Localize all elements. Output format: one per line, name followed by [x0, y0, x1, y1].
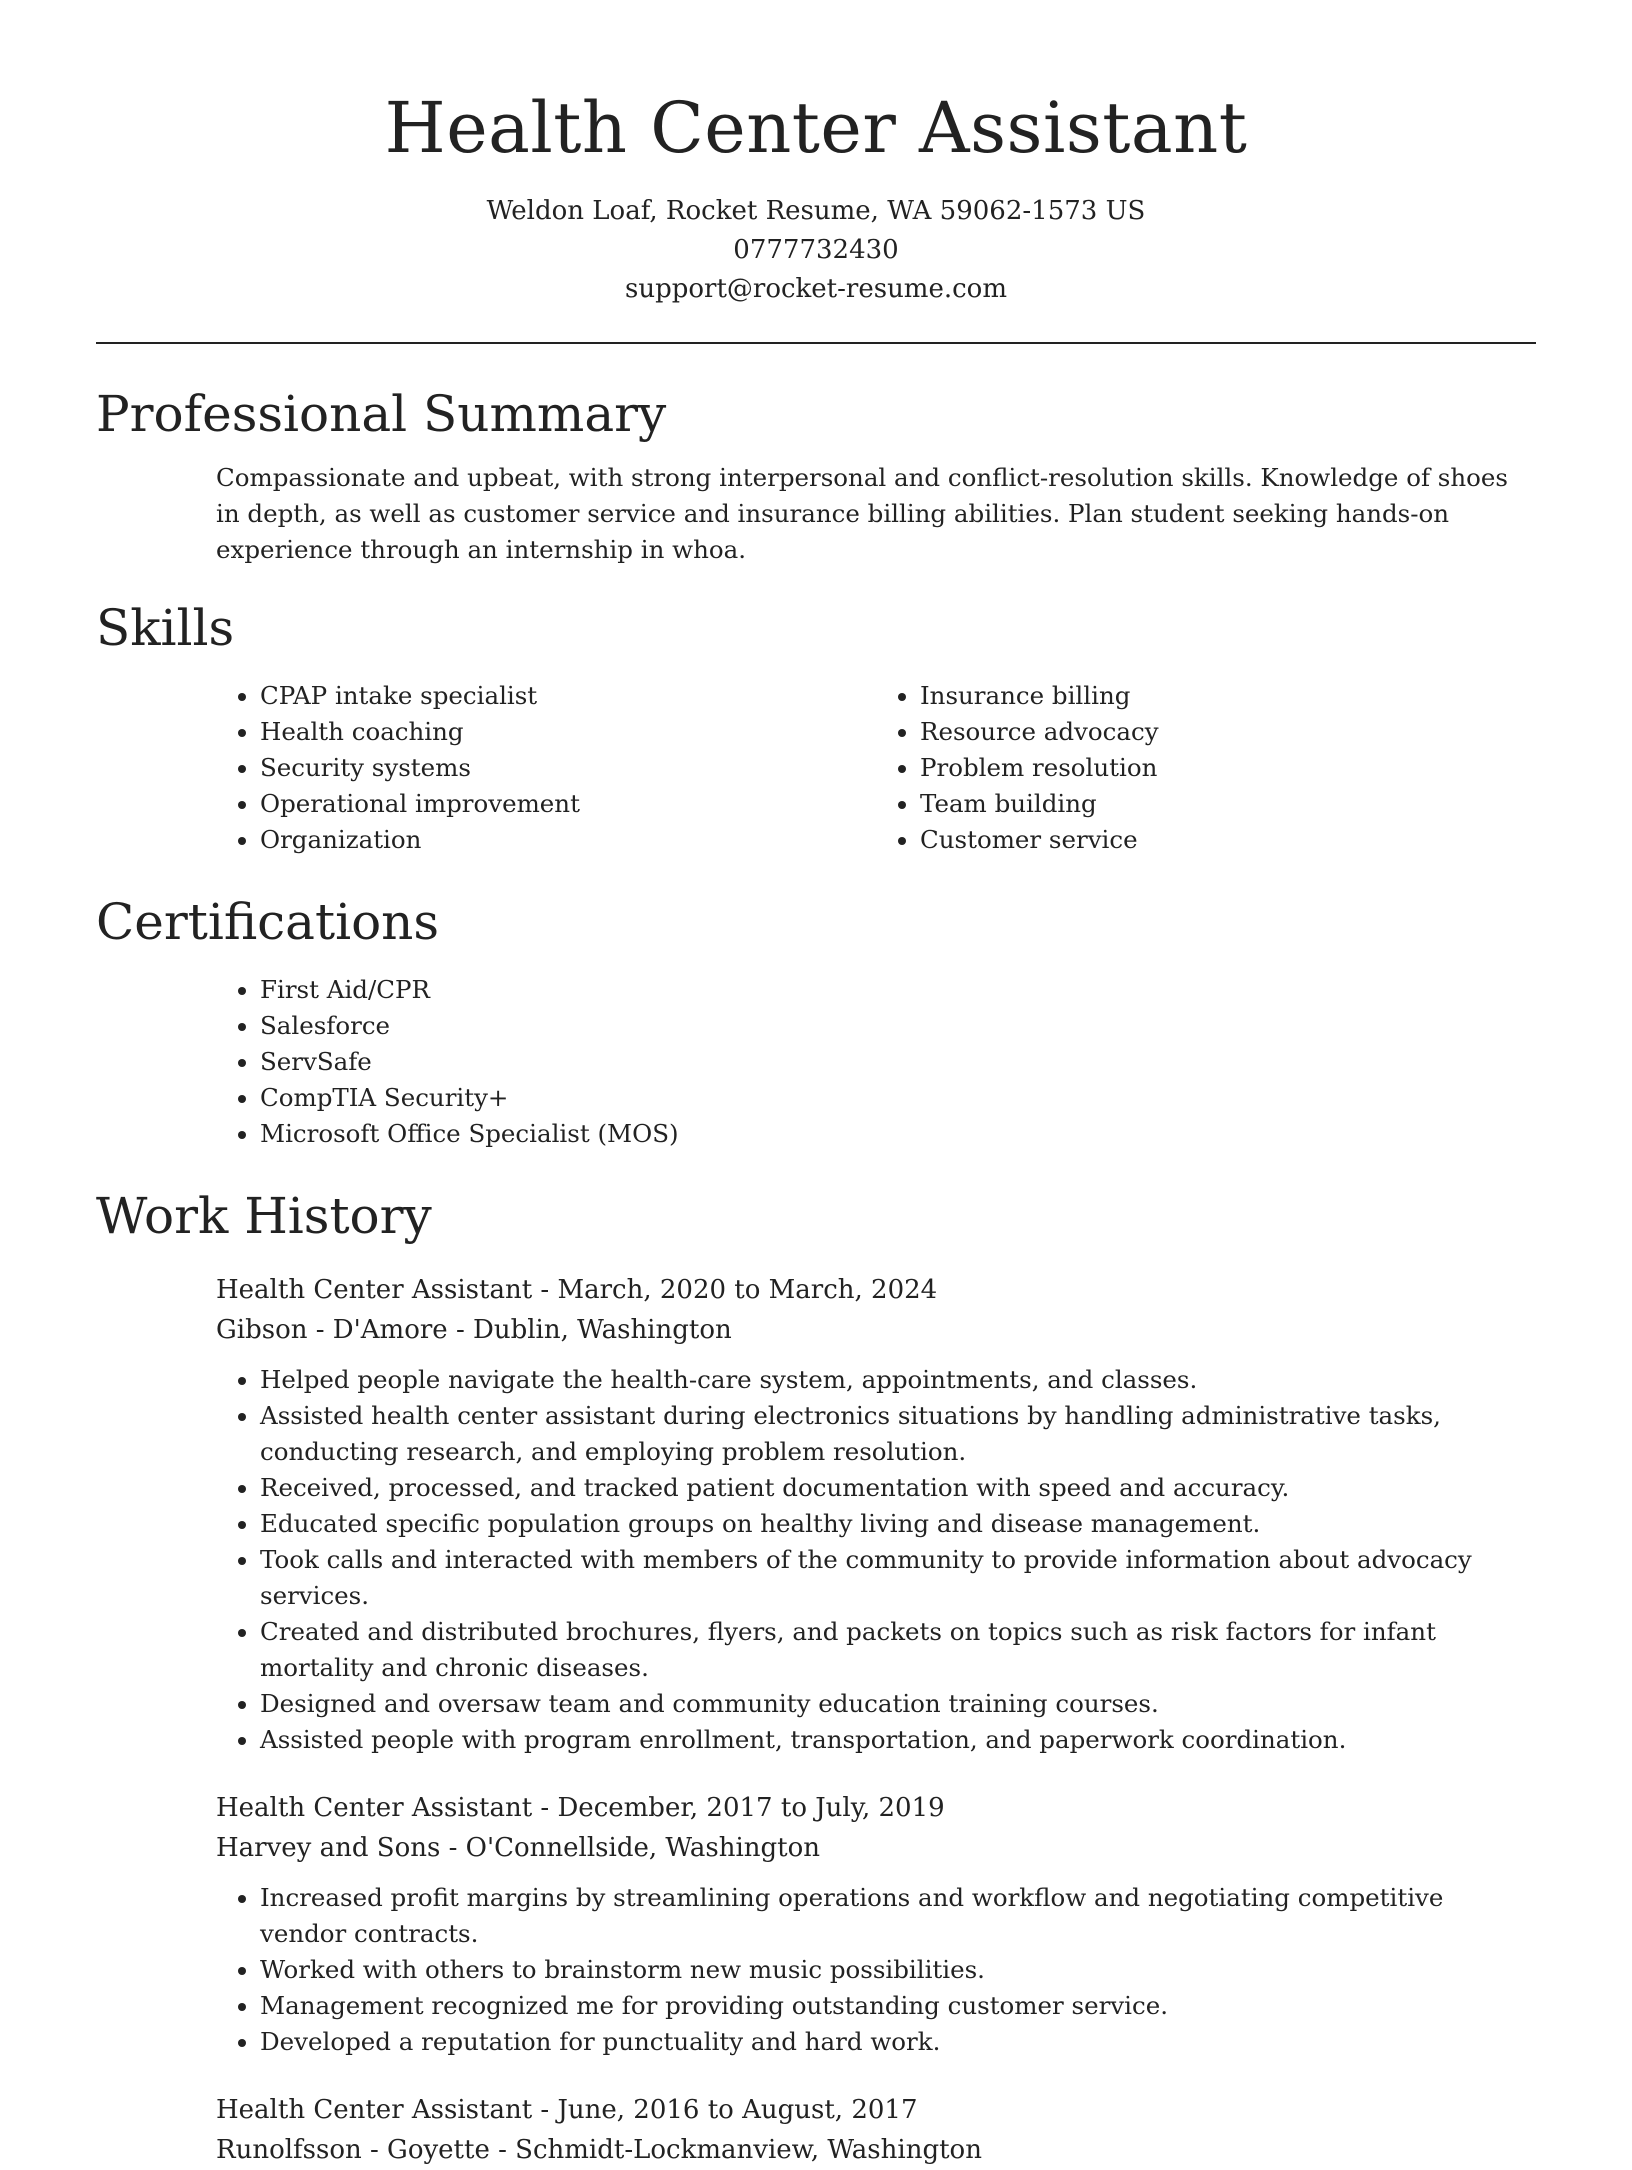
job-bullet: • Developed a reputation for punctuality and hard work.	[260, 2024, 1536, 2060]
job-bullet: • Designed and oversaw team and community education training courses.	[260, 1686, 1536, 1722]
skills-list-left	[216, 678, 876, 858]
summary-heading: Professional Summary	[96, 385, 667, 443]
header-divider	[96, 342, 1536, 344]
work-history-heading: Work History	[96, 1187, 432, 1245]
job-bullets	[216, 1362, 1536, 1758]
skill-item: • Resource advocacy	[920, 714, 1536, 750]
resume-name: Health Center Assistant	[384, 87, 1248, 169]
skill-item: • Team building	[920, 786, 1536, 822]
job-bullet: • Increased profit margins by streamlining operations and workflow and negotiating competitive vendor contracts.	[260, 1880, 1536, 1952]
summary-section	[96, 372, 1536, 568]
skill-item: • Organization	[260, 822, 876, 858]
resume-body	[96, 372, 1536, 2170]
job-bullet: • Educated specific population groups on healthy living and disease management.	[260, 1506, 1536, 1542]
job-bullet: • Assisted health center assistant during electronics situations by handling administrative tasks, conducting research, and employing problem resolution.	[260, 1398, 1536, 1470]
skill-item: • Operational improvement	[260, 786, 876, 822]
certifications-heading: Certifications	[96, 893, 440, 951]
certification-item: • ServSafe	[260, 1044, 1536, 1080]
certification-item: • First Aid/CPR	[260, 972, 1536, 1008]
contact-address: Weldon Loaf, Rocket Resume, WA 59062-1573 US	[486, 196, 1146, 226]
work-history-section	[96, 1174, 1536, 2170]
job-bullet: • Created and distributed brochures, flyers, and packets on topics such as risk factors for infant mortality and chronic diseases.	[260, 1614, 1536, 1686]
contact-block	[0, 192, 1632, 309]
job-entry	[216, 1270, 1536, 1758]
job-entry	[216, 1788, 1536, 2060]
skill-item: • Security systems	[260, 750, 876, 786]
skill-item: • CPAP intake specialist	[260, 678, 876, 714]
certification-item: • Salesforce	[260, 1008, 1536, 1044]
contact-email: support@rocket-resume.com	[624, 274, 1007, 304]
job-company: Harvey and Sons - O'Connellside, Washington	[216, 1833, 820, 1863]
certification-item: • CompTIA Security+	[260, 1080, 1536, 1116]
skill-item: • Customer service	[920, 822, 1536, 858]
skills-columns	[216, 678, 1536, 858]
skills-heading: Skills	[96, 599, 235, 657]
contact-phone: 0777732430	[733, 235, 899, 265]
skills-section	[96, 586, 1536, 858]
skill-item: • Insurance billing	[920, 678, 1536, 714]
certifications-section	[96, 880, 1536, 1152]
certifications-list	[216, 972, 1536, 1152]
job-bullet: • Assisted people with program enrollment, transportation, and paperwork coordination.	[260, 1722, 1536, 1758]
certification-item: • Microsoft Office Specialist (MOS)	[260, 1116, 1536, 1152]
job-company: Gibson - D'Amore - Dublin, Washington	[216, 1315, 732, 1345]
summary-text: Compassionate and upbeat, with strong interpersonal and conflict-resolution skills. Knowledge of shoes in depth, as well as customer service and insurance billing abilities. Plan student seeking hands-on experience through an internship in whoa.	[216, 463, 1508, 564]
job-bullet: • Took calls and interacted with members of the community to provide information about advocacy services.	[260, 1542, 1536, 1614]
skills-list-right	[876, 678, 1536, 858]
skill-item: • Health coaching	[260, 714, 876, 750]
job-bullet: • Received, processed, and tracked patient documentation with speed and accuracy.	[260, 1470, 1536, 1506]
certifications-block	[216, 972, 1536, 1152]
job-bullet: • Management recognized me for providing outstanding customer service.	[260, 1988, 1536, 2024]
job-bullet: • Helped people navigate the health-care system, appointments, and classes.	[260, 1362, 1536, 1398]
job-company: Runolfsson - Goyette - Schmidt-Lockmanview, Washington	[216, 2135, 982, 2165]
job-bullet: • Worked with others to brainstorm new music possibilities.	[260, 1952, 1536, 1988]
job-bullets	[216, 1880, 1536, 2060]
resume-header	[0, 0, 1632, 309]
skill-item: • Problem resolution	[920, 750, 1536, 786]
job-title: Health Center Assistant - December, 2017 to July, 2019	[216, 1793, 945, 1823]
job-title: Health Center Assistant - June, 2016 to August, 2017	[216, 2095, 918, 2125]
job-entry	[216, 2090, 1536, 2170]
job-title: Health Center Assistant - March, 2020 to March, 2024	[216, 1275, 938, 1305]
